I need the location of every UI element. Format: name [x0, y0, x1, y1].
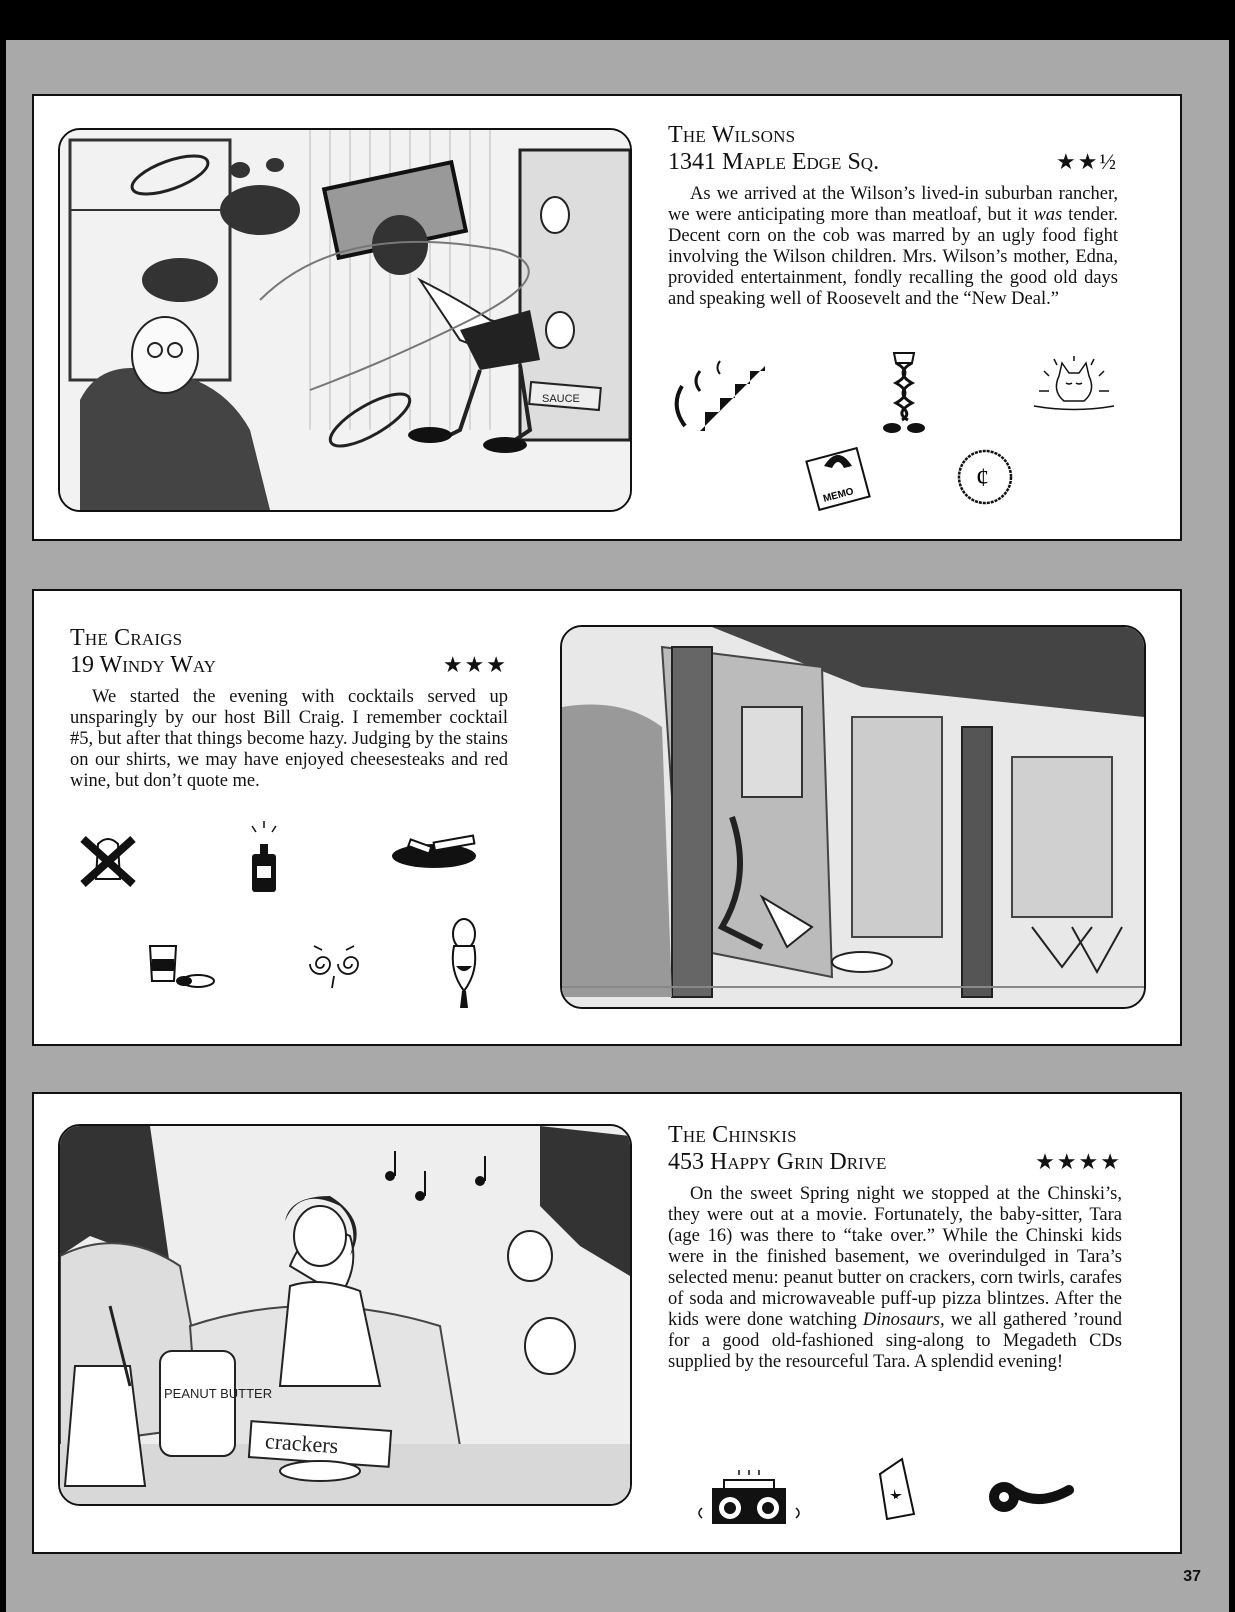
- body-emphasis: Dinosaurs,: [862, 1310, 945, 1330]
- review-panel-wilsons: [32, 94, 1182, 541]
- magnet-memo-icon: [804, 446, 874, 511]
- review-name: The Chinskis: [668, 1122, 797, 1148]
- review-panel-craigs: [32, 589, 1182, 1046]
- crossed-salt-shaker-icon: [78, 829, 138, 891]
- wilsons-food-fight-illustration: [58, 128, 632, 512]
- magazine-page: [6, 40, 1229, 1612]
- cent-symbol: ¢: [976, 463, 989, 492]
- corn-twirl-icon: [984, 1472, 1074, 1522]
- star-rating: ★★★★: [1035, 1149, 1122, 1174]
- crackers-label: crackers: [264, 1428, 340, 1459]
- star-rating: ★★★: [442, 652, 508, 677]
- woman-figure-icon: [444, 916, 484, 1011]
- cat-icon: [1024, 351, 1124, 421]
- chinskis-basement-illustration: [58, 1124, 632, 1506]
- page-number: 37: [1183, 1568, 1201, 1585]
- boombox-icon: [694, 1468, 804, 1530]
- wilsons-text: [668, 122, 1118, 310]
- body-emphasis: was: [1033, 205, 1063, 225]
- body-text-part: we all gathered ’round for a good old-fashioned sing-along to Megadeth CDs supplied by the resourceful Tara. A splendid evening!: [668, 1310, 1122, 1372]
- chinskis-text: [668, 1122, 1122, 1373]
- craigs-text: [70, 625, 508, 792]
- stairs-icon: [670, 356, 770, 436]
- body-text-part: tender. Decent corn on the cob was marred by an ugly food fight involving the Wilson children. Mrs. Wilson’s mother, Edna, provided entertainment, fondly recalling the good old days and speaking well of Roosevelt and the “New Deal.”: [668, 205, 1119, 309]
- glass-icon: [146, 941, 216, 991]
- review-name: The Wilsons: [668, 122, 796, 148]
- ashtray-icon: [389, 831, 489, 871]
- bottle-icon: [244, 816, 284, 896]
- review-body: [668, 1184, 1122, 1373]
- review-body: [668, 184, 1118, 310]
- memo-text: MEMO: [822, 486, 855, 505]
- review-address: 1341 Maple Edge Sq.: [668, 149, 880, 175]
- review-panel-chinskis: [32, 1092, 1182, 1554]
- review-address: 19 Windy Way: [70, 652, 216, 678]
- cent-coin-icon: [954, 446, 1016, 508]
- dizzy-eyes-icon: [304, 936, 364, 991]
- sauce-label: SAUCE: [542, 393, 580, 405]
- star-rating: ★★½: [1056, 149, 1118, 174]
- craigs-porch-illustration: [560, 625, 1146, 1009]
- body-text-part: As we arrived at the Wilson’s lived-in suburban rancher, we were anticipating more than meatloaf, but it: [668, 184, 1118, 225]
- paper-cup-icon: [872, 1454, 922, 1524]
- twisted-figure-icon: [874, 348, 934, 438]
- review-address: 453 Happy Grin Drive: [668, 1149, 887, 1175]
- review-name: The Craigs: [70, 625, 183, 651]
- body-text-part: On the sweet Spring night we stopped at the Chinski’s, they were out at a movie. Fortunately, the baby-sitter, Tara (age 16) was there to “take over.” While the Chinski kids were in the finished basement, we overindulged in Tara’s selected menu: peanut butter on crackers, corn twirls, carafes of soda and microwaveable puff-up pizza blintzes. After the kids were done watching: [668, 1184, 1122, 1330]
- peanut-butter-label: PEANUT BUTTER: [164, 1386, 273, 1401]
- review-body: We started the evening with cocktails served up unsparingly by our host Bill Craig. I remember cocktail #5, but after that things become hazy. Judging by the stains on our shirts, we may have enjoyed cheesesteaks and red wine, but don’t quote me.: [70, 687, 508, 791]
